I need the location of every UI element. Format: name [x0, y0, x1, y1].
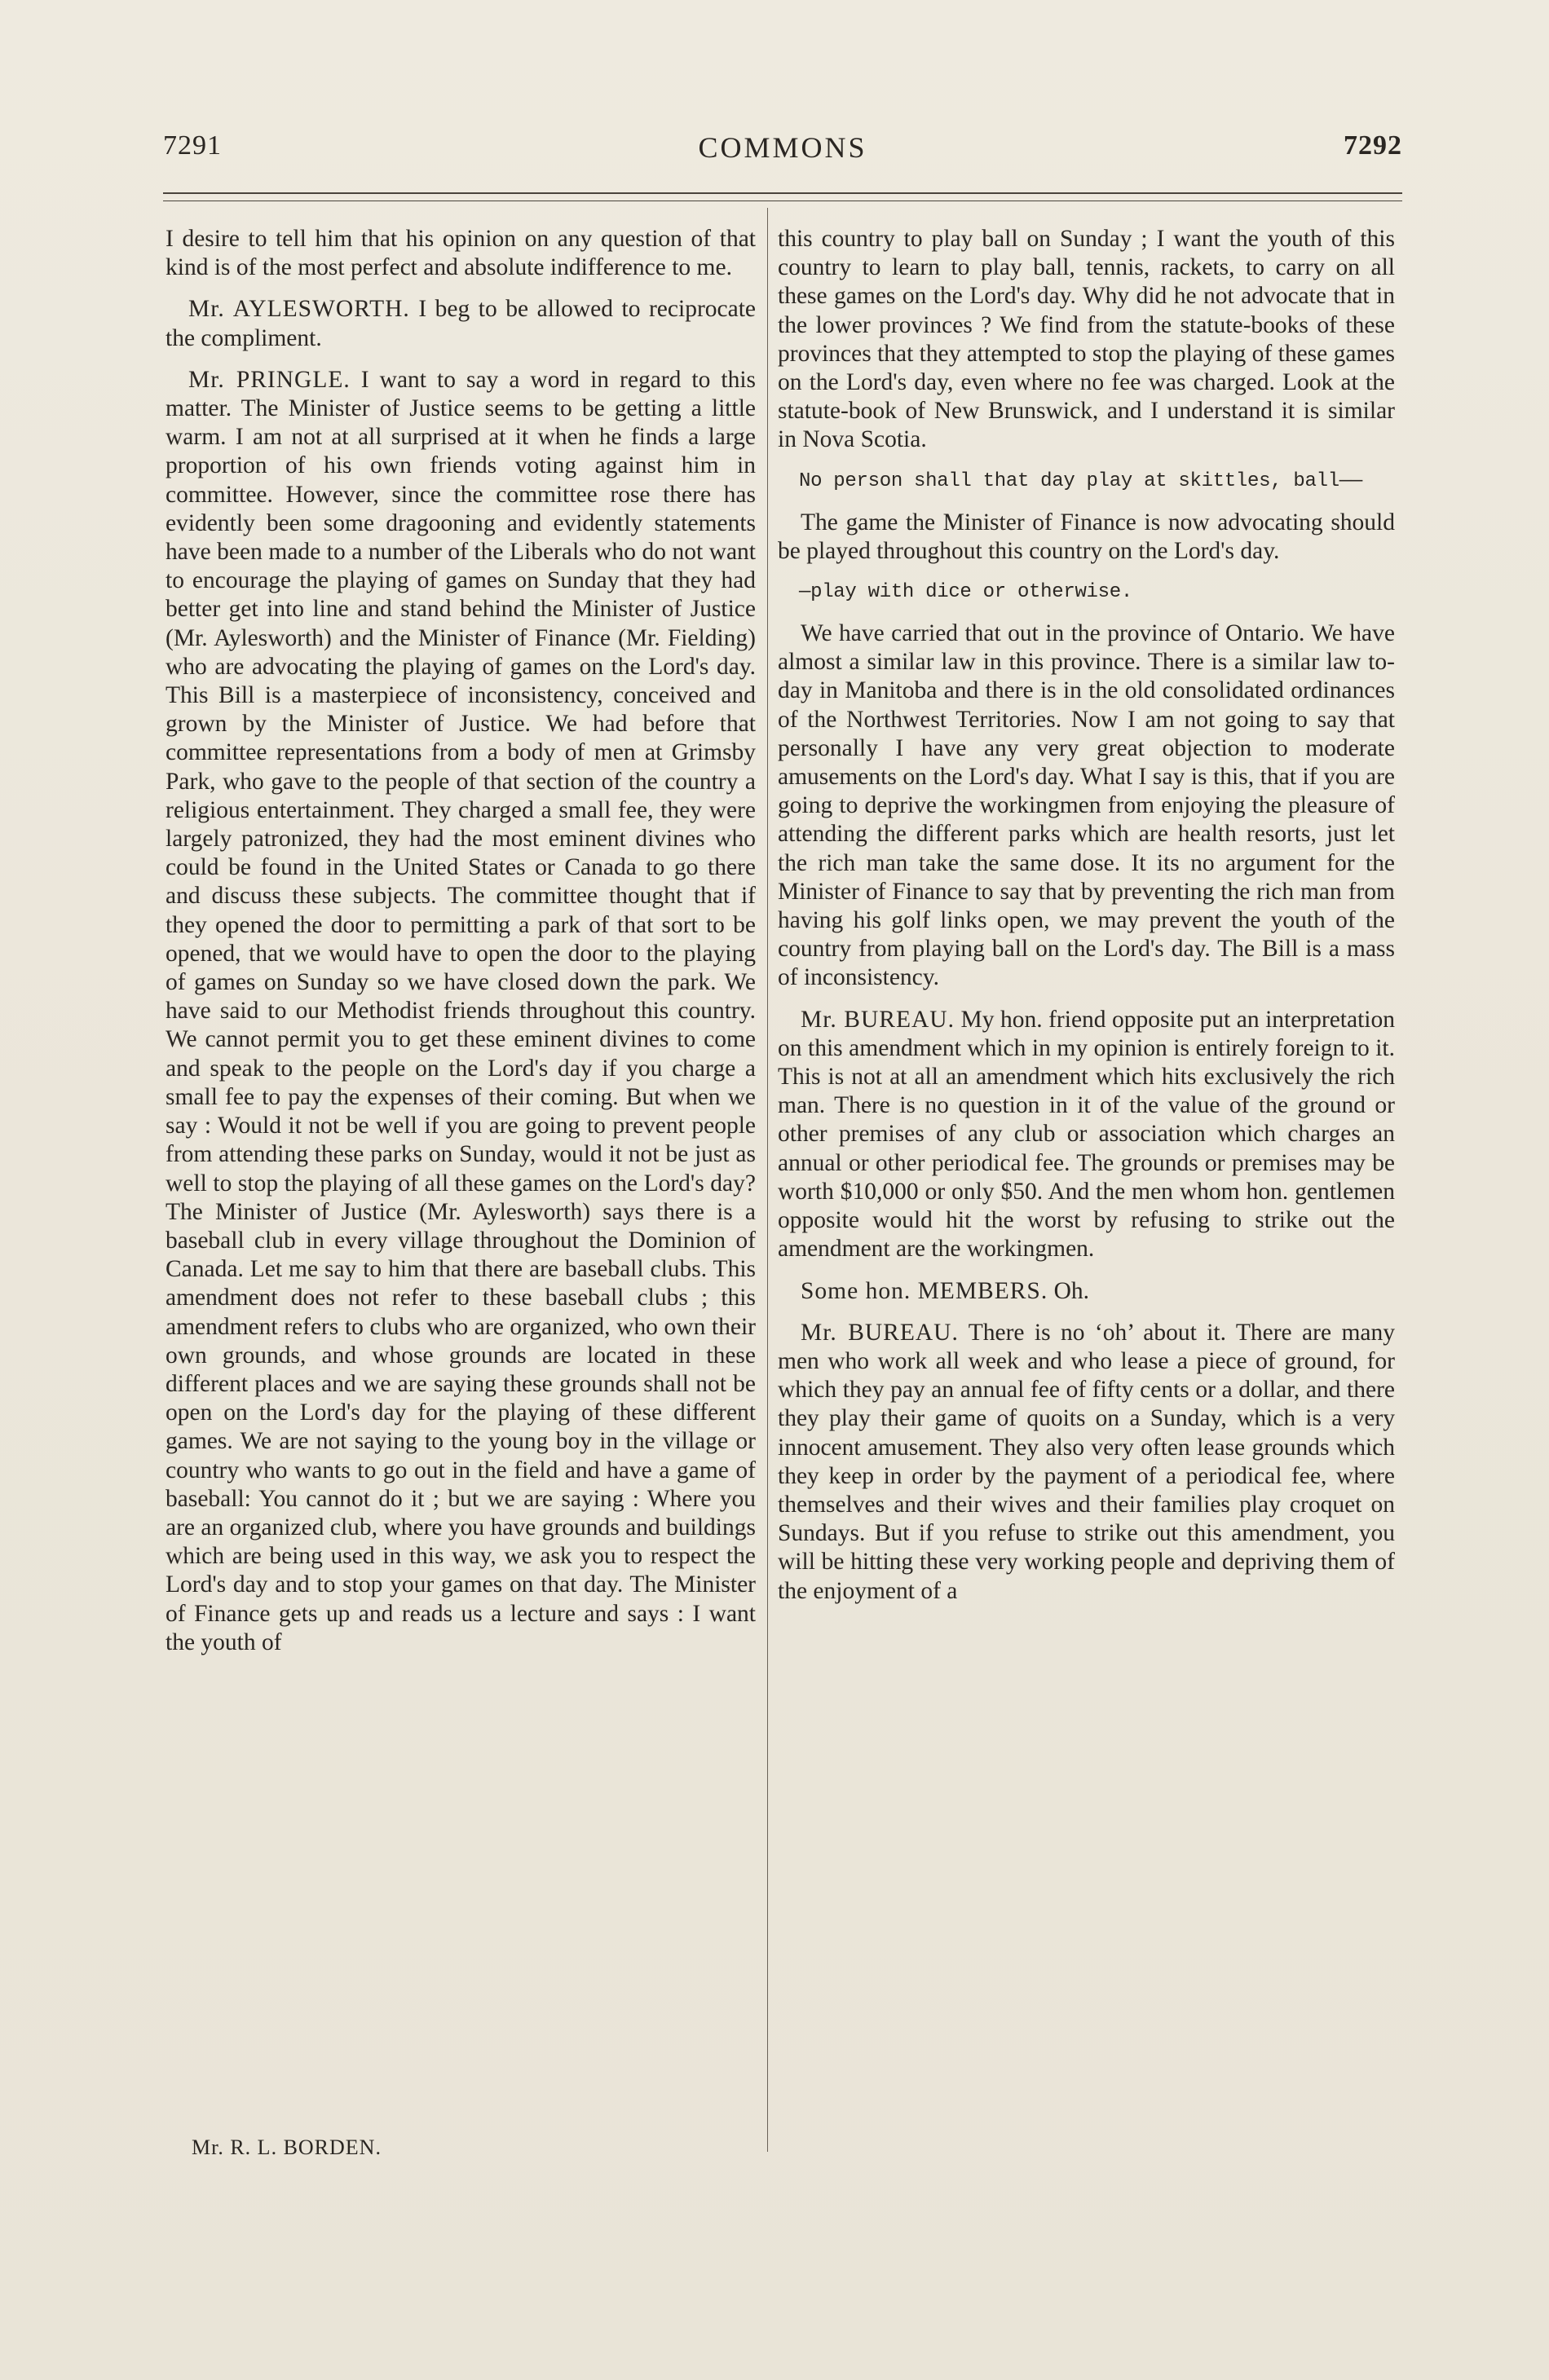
statute-quote: —play with dice or otherwise. — [799, 581, 1132, 604]
page-number-right: 7292 — [1344, 130, 1402, 161]
paragraph: We have carried that out in the province of Ontario. We have almost a similar law in this province. There is a similar law to-day in Manitoba and there is in the old consolidated ordinances of the Northwest Territories. Now I am not going to say that personally I have any very great objection to moderate amusements on the Lord's day. What I say is this, that if you are going to deprive the workingmen from enjoying the pleasure of attending the different parks which are health resorts, just let the rich man take the same dose. It its no argument for the Minister of Finance to say that by preventing the rich man from having his golf links open, we may prevent the youth of the country from playing ball on the Lord's day. The Bill is a mass of inconsistency. — [778, 620, 1395, 991]
left-column — [165, 225, 756, 1670]
speaker-name: Mr. BUREAU. — [801, 1006, 955, 1033]
speaker-name: Mr. BUREAU. — [801, 1319, 959, 1346]
speech-text: I want to say a word in regard to this matter. The Minister of Justice seems to be getting a little warm. I am not at all surprised at it when he finds a large proportion of his own friends voting against him in committee. However, since the committee rose there has evidently been some dragooning and evidently statements have been made to a number of the Liberals who do not want to encourage the playing of games on Sunday that they had better get into line and stand behind the Minister of Justice (Mr. Aylesworth) and the Minister of Finance (Mr. Fielding) who are advocating the playing of games on the Lord's day. This Bill is a masterpiece of inconsistency, conceived and grown by the Minister of Justice. We had before that committee representations from a body of men at Grimsby Park, who gave to the people of that section of the country a religious entertainment. They charged a small fee, they were largely patronized, they had the most eminent divines who could be found in the United States or Canada to go there and discuss these subjects. The committee thought that if they opened the door to permitting a park of that sort to be opened, that we would have to open the door to the playing of games on Sunday so we have closed down the park. We have said to our Methodist friends throughout this country. We cannot permit you to get these eminent divines to come and speak to the people on the Lord's day if you charge a small fee to pay the expenses of their coming. But when we say : Would it not be well if you are going to prevent people from attending these parks on Sunday, would it not be just as well to stop the playing of all these games on the Lord's day? The Minister of Justice (Mr. Aylesworth) says there is a baseball club in every village throughout the Dominion of Canada. Let me say to him that there are baseball clubs. This amendment does not refer to these baseball clubs ; this amendment refers to clubs who are organized, who own their own grounds, and whose grounds are located in these different places and we are saying these grounds shall not be open on the Lord's day for the playing of these different games. We are not saying to the young boy in the village or country who wants to go out in the field and have a game of baseball: You cannot do it ; but we are saying : Where you are an organized club, where you have grounds and buildings which are being used in this way, we ask you to respect the Lord's day and to stop your games on that day. The Minister of Finance gets up and reads us a lecture and says : I want the youth of — [165, 366, 756, 1655]
speaker-name: Mr. PRINGLE. — [188, 366, 351, 393]
paragraph — [778, 1277, 1395, 1306]
paragraph: this country to play ball on Sunday ; I want the youth of this country to learn to play ball, tennis, rackets, to carry on all these games on the Lord's day. Why did he not advocate that in the lower provinces ? We find from the statute-books of these provinces that they attempted to stop the playing of these games on the Lord's day, even where no fee was charged. Look at the statute-book of New Brunswick, and I understand it is similar in Nova Scotia. — [778, 226, 1395, 453]
right-column — [778, 225, 1395, 1619]
statute-quote: No person shall that day play at skittles, ball—— — [799, 469, 1363, 492]
speech-text: I beg to be allowed to reciprocate the compliment. — [165, 296, 756, 351]
running-head-title: COMMONS — [698, 131, 867, 164]
speech-text: There is no ‘oh’ about it. There are many men who work all week and who lease a piece of ground, for which they pay an annual fee of fifty cents or a dollar, and there they play their game of quoits on a Sunday, which is a very innocent amusement. They also very often lease grounds which they keep in order by the payment of a periodical fee, where themselves and their wives and their families play croquet on Sundays. But if you refuse to strike out this amendment, you will be hitting these very working people and depriving them of the enjoyment of a — [778, 1319, 1395, 1604]
page-number-left: 7291 — [163, 130, 222, 161]
page-header — [163, 130, 1402, 170]
speech-text: My hon. friend opposite put an interpretation on this amendment which in my opinion is entirely foreign to it. This is not at all an amendment which hits exclusively the rich man. There is no question in it of the value of the ground or other premises of any club or association which charges an annual or other periodical fee. The grounds or premises may be worth $10,000 or only $50. And the men whom hon. gentlemen opposite would hit the worst by refusing to strike out the amendment are the workingmen. — [778, 1006, 1395, 1263]
header-rule-top — [163, 192, 1402, 194]
speaker-name: Some hon. MEMBERS. — [801, 1277, 1048, 1304]
paragraph: I desire to tell him that his opinion on any question of that kind is of the most perfect and absolute indifference to me. — [165, 226, 756, 281]
paragraph — [165, 366, 756, 1657]
speech-text: Oh. — [1048, 1277, 1090, 1304]
paragraph — [778, 1006, 1395, 1264]
column-divider — [767, 208, 768, 2152]
paragraph: The game the Minister of Finance is now advocating should be played throughout this country on the Lord's day. — [778, 509, 1395, 564]
paragraph — [165, 295, 756, 352]
running-footer-signature: Mr. R. L. BORDEN. — [192, 2135, 382, 2159]
paragraph — [778, 1319, 1395, 1606]
speaker-name: Mr. AYLESWORTH. — [188, 296, 410, 323]
